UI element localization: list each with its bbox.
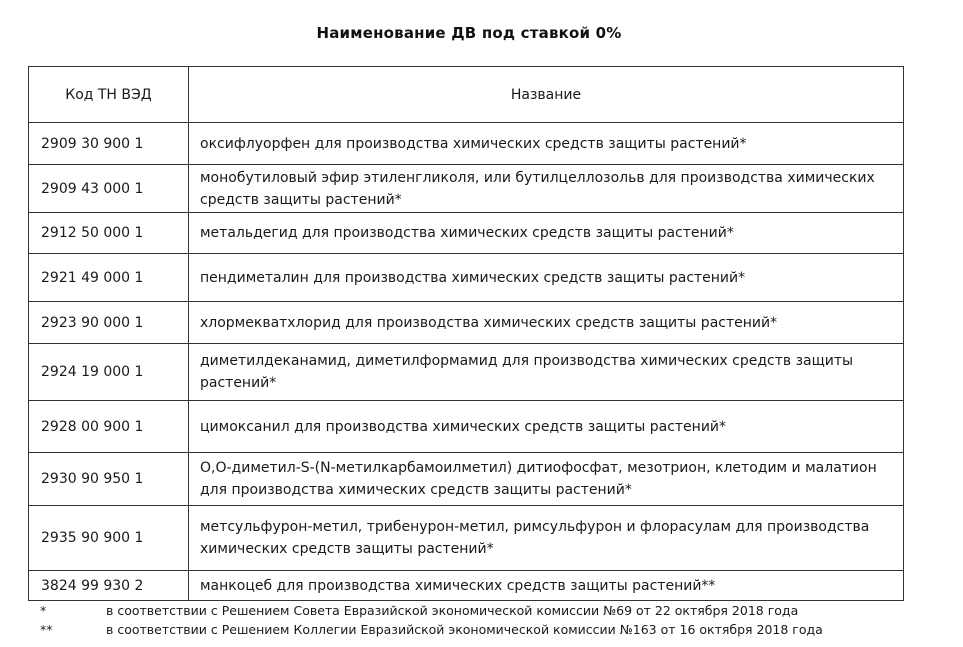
cell-code: 2909 43 000 1 <box>29 165 189 213</box>
cell-name: манкоцеб для производства химических средств защиты растений** <box>189 571 904 601</box>
cell-name: цимоксанил для производства химических средств защиты растений* <box>189 401 904 453</box>
table-row <box>29 254 904 302</box>
table-row <box>29 165 904 213</box>
table-row <box>29 506 904 571</box>
table-row <box>29 123 904 165</box>
cell-code: 2928 00 900 1 <box>29 401 189 453</box>
table-row <box>29 571 904 601</box>
cell-name: диметилдеканамид, диметилформамид для производства химических средств защиты растений* <box>189 344 904 401</box>
cell-code: 2930 90 950 1 <box>29 453 189 506</box>
cell-name: метсульфурон-метил, трибенурон-метил, римсульфурон и флорасулам для производства химических средств защиты растений* <box>189 506 904 571</box>
table-row <box>29 302 904 344</box>
column-header-code: Код ТН ВЭД <box>29 67 189 123</box>
cell-code: 2909 30 900 1 <box>29 123 189 165</box>
footnote-mark: ** <box>40 622 53 637</box>
cell-code: 3824 99 930 2 <box>29 571 189 601</box>
tariff-table <box>28 66 904 601</box>
cell-code: 2935 90 900 1 <box>29 506 189 571</box>
footnote <box>40 601 823 620</box>
cell-code: 2921 49 000 1 <box>29 254 189 302</box>
table-header-row <box>29 67 904 123</box>
cell-code: 2923 90 000 1 <box>29 302 189 344</box>
cell-code: 2924 19 000 1 <box>29 344 189 401</box>
footnote-text: в соответствии с Решением Коллегии Евразийской экономической комиссии №163 от 16 октября 2018 года <box>106 622 823 637</box>
footnotes <box>40 601 823 639</box>
footnote-mark: * <box>40 603 47 618</box>
table-row <box>29 401 904 453</box>
cell-name: хлормекватхлорид для производства химических средств защиты растений* <box>189 302 904 344</box>
table-row <box>29 344 904 401</box>
cell-name: пендиметалин для производства химических средств защиты растений* <box>189 254 904 302</box>
column-header-name: Название <box>189 67 904 123</box>
page-title: Наименование ДВ под ставкой 0% <box>316 24 622 42</box>
cell-code: 2912 50 000 1 <box>29 213 189 254</box>
footnote <box>40 620 823 639</box>
cell-name: оксифлуорфен для производства химических средств защиты растений* <box>189 123 904 165</box>
cell-name: метальдегид для производства химических средств защиты растений* <box>189 213 904 254</box>
cell-name: монобутиловый эфир этиленгликоля, или бутилцеллозольв для производства химических средств защиты растений* <box>189 165 904 213</box>
footnote-text: в соответствии с Решением Совета Евразийской экономической комиссии №69 от 22 октября 2018 года <box>106 603 799 618</box>
table-row <box>29 453 904 506</box>
cell-name: О,О-диметил-S-(N-метилкарбамоилметил) дитиофосфат, мезотрион, клетодим и малатион для производства химических средств защиты растений* <box>189 453 904 506</box>
table-row <box>29 213 904 254</box>
